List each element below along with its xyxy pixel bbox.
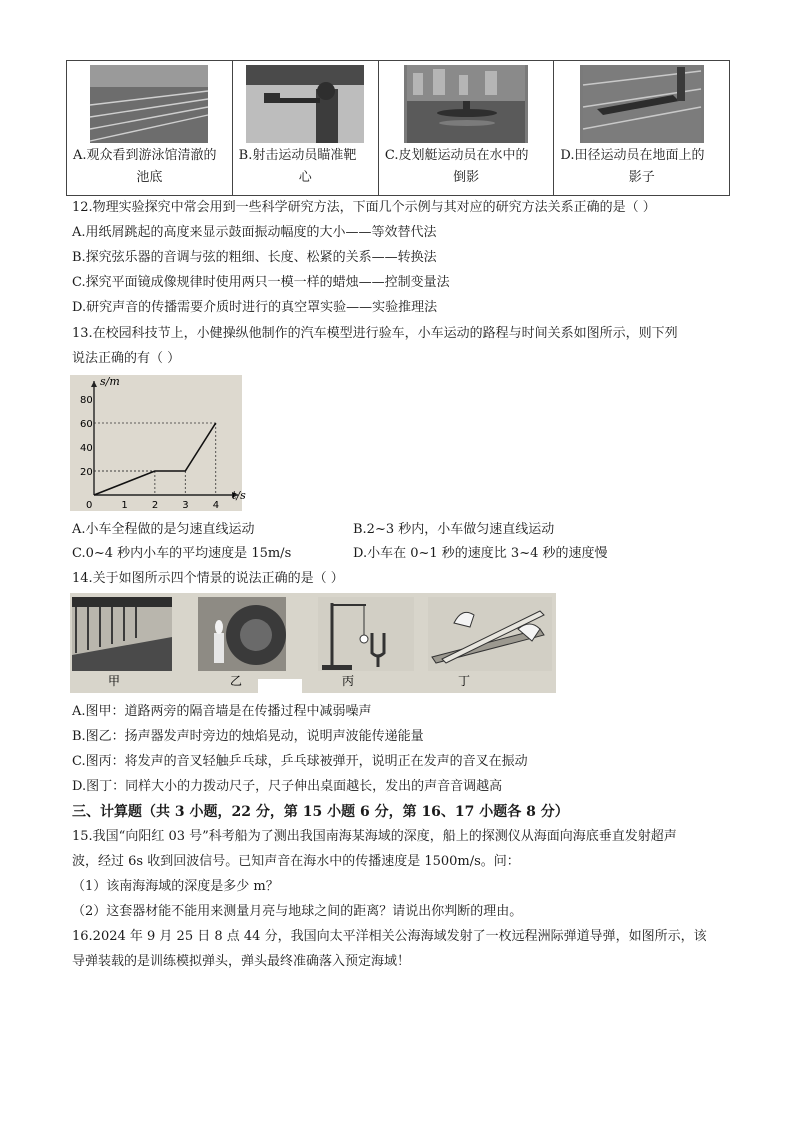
option-d-caption: D.田径运动员在地面上的 影子	[560, 148, 705, 185]
q13-option-c: C.0~4 秒内小车的平均速度是 15m/s	[72, 546, 292, 561]
scene-yi-speaker-candle	[198, 597, 286, 671]
option-b-caption: B.射击运动员瞄准靶 心	[238, 148, 357, 185]
scene-label-bing: 丙	[342, 674, 355, 688]
q15-sub1: （1）该南海海域的深度是多少 m？	[72, 879, 279, 894]
q13-stem-line2: 说法正确的有（ ）	[72, 351, 181, 366]
scene-label-ding: 丁	[458, 674, 471, 688]
option-cell-c	[378, 61, 554, 196]
y-tick-label: 20	[80, 467, 93, 478]
q15-line2: 波，经过 6s 收到回波信号。已知声音在海水中的传播速度是 1500m/s。问：	[72, 854, 520, 869]
scene-bing-tuning-fork	[318, 597, 414, 671]
scene-ding-ruler	[428, 597, 552, 671]
option-cell-b	[232, 61, 378, 196]
scene-jia-sound-barrier	[72, 597, 172, 671]
q16-line2: 导弹装载的是训练模拟弹头，弹头最终准确落入预定海域！	[72, 954, 411, 969]
q12-stem: 12.物理实验探究中常会用到一些科学研究方法，下面几个示例与其对应的研究方法关系正确的是（ ）	[72, 200, 656, 215]
option-a-caption: A.观众看到游泳馆清澈的 池底	[73, 148, 217, 185]
q12-option-a: A.用纸屑跳起的高度来显示鼓面振动幅度的大小——等效替代法	[72, 225, 437, 240]
q13-option-b: B.2~3 秒内，小车做匀速直线运动	[353, 522, 555, 537]
q13-stem-line1: 13.在校园科技节上，小健操纵他制作的汽车模型进行验车，小车运动的路程与时间关系如图所示，则下列	[72, 326, 678, 341]
scene-label-jia: 甲	[108, 674, 121, 688]
option-c-caption: C.皮划艇运动员在水中的 倒影	[384, 148, 529, 185]
q14-option-a: A.图甲：道路两旁的隔音墙是在传播过程中减弱噪声	[72, 704, 372, 719]
x-axis-label: t/s	[232, 489, 246, 502]
q14-option-b: B.图乙：扬声器发声时旁边的烛焰晃动，说明声波能传递能量	[72, 729, 424, 744]
x-tick-label: 2	[151, 500, 159, 511]
y-tick-label: 80	[80, 395, 93, 406]
x-tick-label: 3	[182, 500, 189, 511]
four-scenes-figure	[70, 593, 556, 693]
q14-stem: 14.关于如图所示四个情景的说法正确的是（ ）	[72, 571, 344, 586]
kayak-photo	[404, 65, 528, 143]
photo-option-table	[66, 60, 730, 196]
distance-time-graph	[70, 375, 246, 511]
y-tick-label: 60	[80, 419, 93, 430]
y-axis-arrow	[91, 381, 97, 387]
option-cell-d	[554, 61, 730, 196]
x-tick-label: 0	[86, 500, 93, 511]
q13-option-d: D.小车在 0~1 秒的速度比 3~4 秒的速度慢	[353, 546, 608, 561]
q14-option-c: C.图丙：将发声的音叉轻触乒乓球，乒乓球被弹开，说明正在发声的音叉在振动	[72, 754, 528, 769]
q13-options	[72, 521, 732, 561]
scene-label-yi: 乙	[230, 674, 243, 688]
option-cell-a	[67, 61, 233, 196]
q12-option-c: C.探究平面镜成像规律时使用两只一模一样的蜡烛——控制变量法	[72, 275, 450, 290]
shooter-photo	[246, 65, 364, 143]
y-tick-label: 40	[80, 443, 93, 454]
q15-line1: 15.我国“向阳红 03 号”科考船为了测出我国南海某海域的深度，船上的探测仪从海面向海底垂直发射超声	[72, 829, 677, 844]
x-tick-label: 1	[121, 500, 128, 511]
x-tick-label: 4	[212, 500, 220, 511]
y-axis-label: s/m	[100, 375, 120, 388]
q12-option-d: D.研究声音的传播需要介质时进行的真空罩实验——实验推理法	[72, 300, 438, 315]
q16-line1: 16.2024 年 9 月 25 日 8 点 44 分，我国向太平洋相关公海海域发射了一枚远程洲际弹道导弹，如图所示，该	[72, 929, 707, 944]
swimming-pool-photo	[90, 65, 208, 143]
q14-option-d: D.图丁：同样大小的力拨动尺子，尺子伸出桌面越长，发出的声音音调越高	[72, 779, 503, 794]
q13-option-a: A.小车全程做的是匀速直线运动	[72, 522, 255, 537]
q15-sub2: （2）这套器材能不能用来测量月亮与地球之间的距离？请说出你判断的理由。	[72, 904, 523, 919]
section-3-title: 三、计算题（共 3 小题，22 分，第 15 小题 6 分，第 16、17 小题各 8 分）	[72, 804, 569, 820]
runner-shadow-photo	[580, 65, 704, 143]
q12-option-b: B.探究弦乐器的音调与弦的粗细、长度、松紧的关系——转换法	[72, 250, 437, 265]
